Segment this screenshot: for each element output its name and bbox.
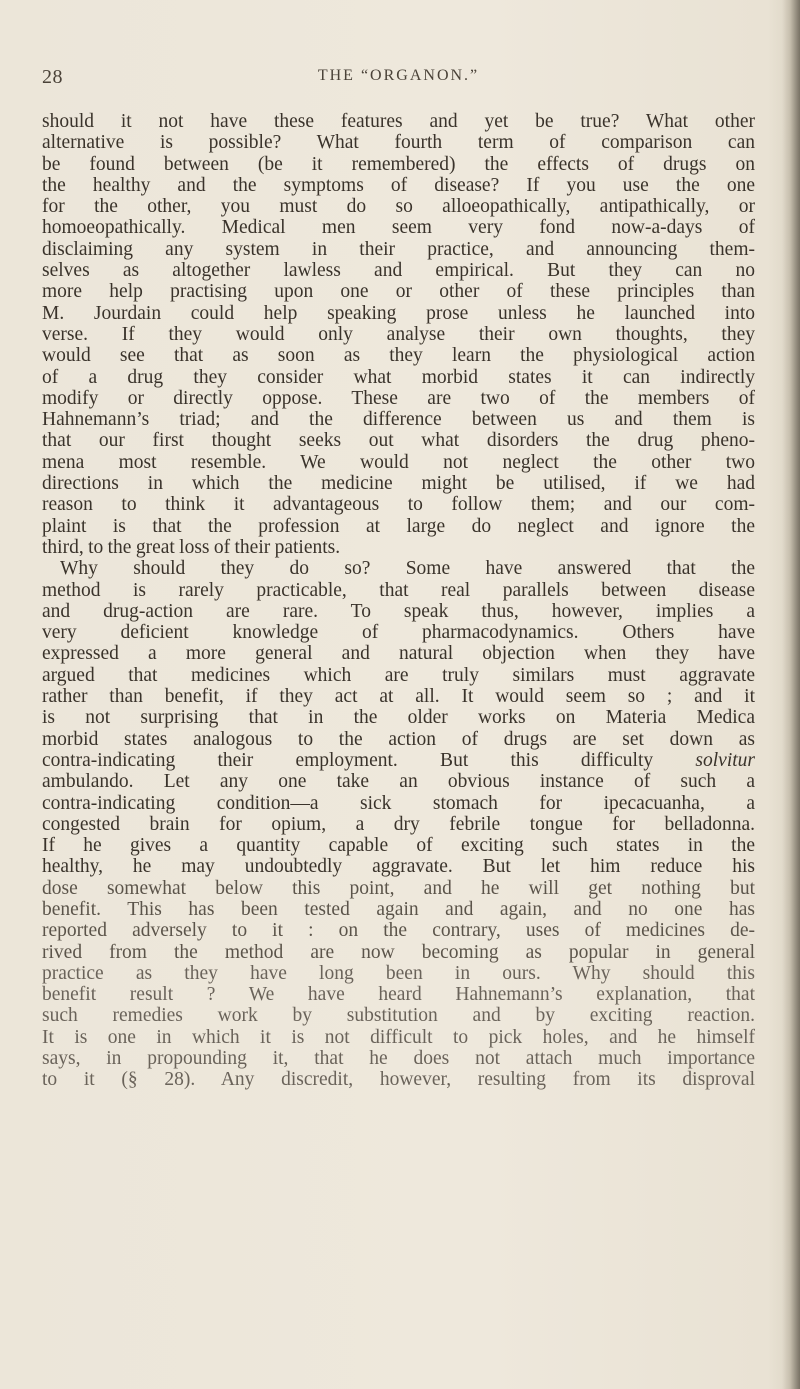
text-line: very deficient knowledge of pharmacodynamics. Others have — [42, 622, 755, 644]
text-line: should it not have these features and yet be true? What other — [42, 111, 755, 132]
text-line: such remedies work by substitution and by exciting reaction. — [42, 1005, 755, 1027]
text-line: benefit result ? We have heard Hahnemann’s explanation, that — [42, 984, 755, 1006]
text-line: third, to the great loss of their patients. — [42, 536, 341, 558]
text-line: homoeopathically. Medical men seem very fond now-a-days of — [42, 217, 755, 239]
page-header — [42, 66, 755, 92]
text-line: It is one in which it is not difficult to pick holes, and he himself — [42, 1026, 755, 1048]
text-line: reason to think it advantageous to follow them; and our com- — [42, 494, 755, 516]
text-line: ambulando. Let any one take an obvious instance of such a — [42, 771, 755, 793]
text-line: morbid states analogous to the action of drugs are set down as — [42, 728, 755, 750]
text-line-with-italic — [42, 750, 755, 771]
text-line: modify or directly oppose. These are two of the members of — [42, 387, 755, 409]
text-line: verse. If they would only analyse their own thoughts, they — [42, 323, 755, 345]
page-edge-shadow — [782, 0, 800, 1389]
text-line: alternative is possible? What fourth term of comparison can — [42, 132, 755, 154]
text-line: congested brain for opium, a dry febrile tongue for belladonna. — [42, 813, 755, 835]
text-line: be found between (be it remembered) the effects of drugs on — [42, 153, 755, 175]
text-line: healthy, he may undoubtedly aggravate. But let him reduce his — [42, 856, 755, 878]
text-line: would see that as soon as they learn the physiological action — [42, 345, 755, 367]
text-line: rived from the method are now becoming as popular in general — [42, 941, 755, 963]
page-number: 28 — [42, 66, 63, 88]
text-line: reported adversely to it : on the contrary, uses of medicines de- — [42, 920, 755, 942]
text-line: for the other, you must do so alloeopathically, antipathically, or — [42, 196, 755, 218]
text-line: says, in propounding it, that he does not attach much importance — [42, 1048, 755, 1070]
text-line: of a drug they consider what morbid states it can indirectly — [42, 366, 755, 388]
italic-term: solvitur — [695, 749, 755, 771]
text-line: to it (§ 28). Any discredit, however, resulting from its disproval — [42, 1069, 755, 1091]
text-line: is not surprising that in the older works on Materia Medica — [42, 707, 755, 729]
text-line: disclaiming any system in their practice, and announcing them- — [42, 238, 755, 260]
text-line: contra-indicating condition—a sick stomach for ipecacuanha, a — [42, 792, 755, 814]
text-run: contra-indicating their employment. But this difficulty — [42, 749, 654, 771]
text-line: Hahnemann’s triad; and the difference between us and them is — [42, 409, 755, 431]
text-line: more help practising upon one or other of these principles than — [42, 281, 755, 303]
running-head: THE “ORGANON.” — [317, 67, 480, 84]
paragraph-start-line: Why should they do so? Some have answered that the — [60, 558, 755, 580]
text-line: expressed a more general and natural objection when they have — [42, 643, 755, 665]
text-line: M. Jourdain could help speaking prose unless he launched into — [42, 302, 755, 324]
text-line: mena most resemble. We would not neglect the other two — [42, 451, 755, 473]
text-line: dose somewhat below this point, and he will get nothing but — [42, 877, 755, 899]
text-line: selves as altogether lawless and empirical. But they can no — [42, 260, 755, 282]
text-line: and drug-action are rare. To speak thus, however, implies a — [42, 600, 755, 622]
text-line: directions in which the medicine might be utilised, if we had — [42, 473, 755, 495]
body-text — [42, 111, 755, 1091]
text-line: argued that medicines which are truly similars must aggravate — [42, 664, 755, 686]
text-line: practice as they have long been in ours. Why should this — [42, 962, 755, 984]
text-line: If he gives a quantity capable of exciting such states in the — [42, 835, 755, 857]
text-line: plaint is that the profession at large do neglect and ignore the — [42, 515, 755, 537]
text-line: benefit. This has been tested again and again, and no one has — [42, 898, 755, 920]
text-line: that our first thought seeks out what disorders the drug pheno- — [42, 430, 755, 452]
text-line: rather than benefit, if they act at all. It would seem so ; and it — [42, 686, 755, 708]
text-line: the healthy and the symptoms of disease? If you use the one — [42, 174, 755, 196]
text-line: method is rarely practicable, that real parallels between disease — [42, 579, 755, 601]
